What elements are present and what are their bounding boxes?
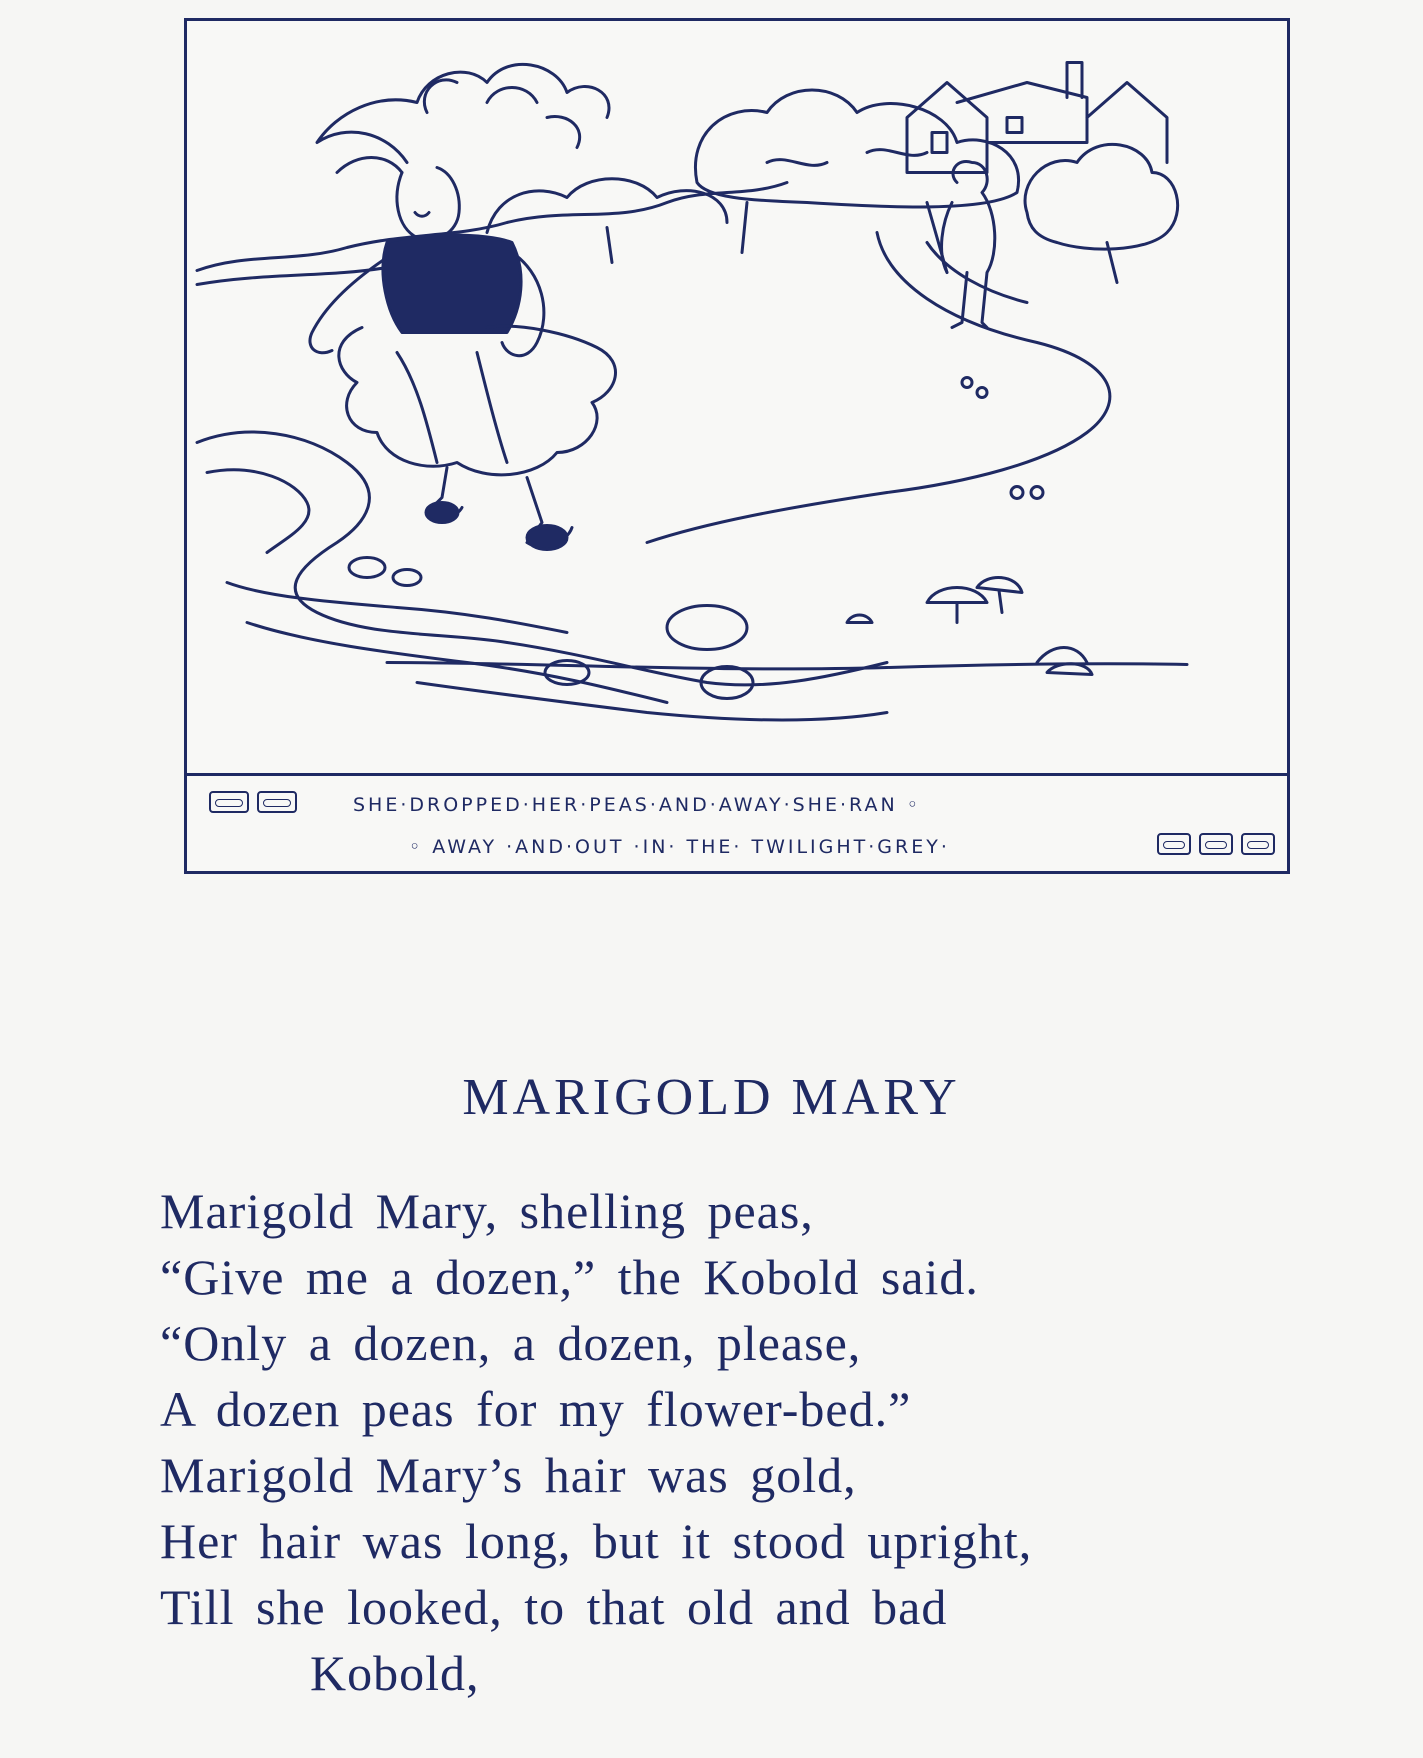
illustration-scene	[187, 21, 1287, 776]
illustration-frame	[184, 18, 1290, 874]
poem-line: “Only a dozen, a dozen, please,	[160, 1315, 862, 1371]
ornament-icon	[1157, 833, 1191, 855]
caption-text-2: ◦ AWAY ·AND·OUT ·IN· THE· TWILIGHT·GREY·	[409, 836, 950, 858]
poem-line: Kobold,	[310, 1645, 480, 1701]
illustration-caption	[187, 791, 1287, 871]
poem-title: MARIGOLD MARY	[462, 1069, 961, 1126]
poem-line: Marigold Mary’s hair was gold,	[160, 1447, 857, 1503]
poem-line: Till she looked, to that old and bad	[160, 1579, 948, 1635]
poem-line: Her hair was long, but it stood upright,	[160, 1513, 1033, 1569]
poem-line: Marigold Mary, shelling peas,	[160, 1183, 814, 1239]
ornament-icon	[209, 791, 249, 813]
poem-line: “Give me a dozen,” the Kobold said.	[160, 1249, 979, 1305]
caption-divider	[187, 773, 1287, 776]
ornament-icon	[1241, 833, 1275, 855]
poem-body	[160, 1178, 1300, 1706]
ornament-icon	[257, 791, 297, 813]
ornament-icon	[1199, 833, 1233, 855]
caption-text-1: SHE·DROPPED·HER·PEAS·AND·AWAY·SHE·RAN ◦	[353, 794, 921, 816]
poem-line: A dozen peas for my flower-bed.”	[160, 1381, 912, 1437]
